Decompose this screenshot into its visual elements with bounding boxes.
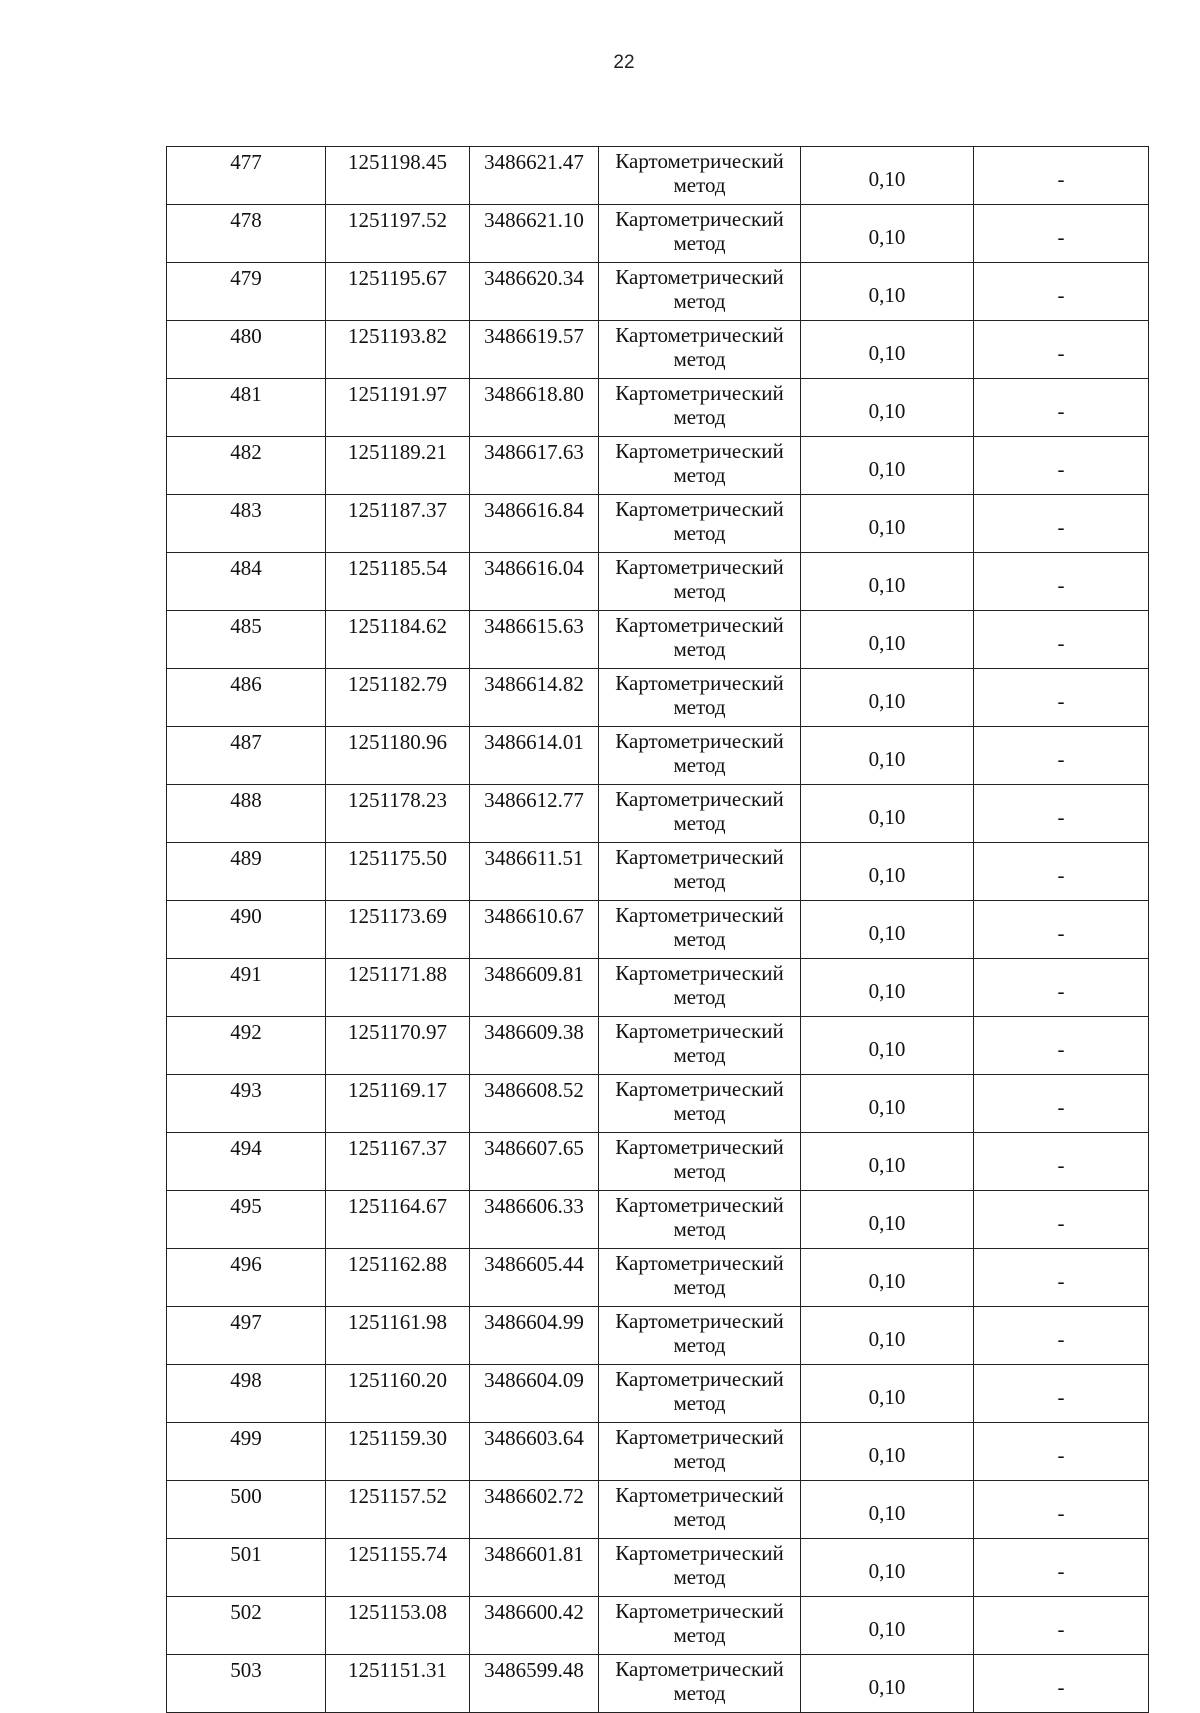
- point-number-cell: 492: [167, 1017, 326, 1075]
- accuracy-cell: 0,10: [801, 1191, 974, 1249]
- accuracy-cell: 0,10: [801, 1017, 974, 1075]
- table-row: [167, 1539, 1149, 1597]
- point-number-cell: 490: [167, 901, 326, 959]
- coordinate-y-cell: 3486616.84: [470, 495, 599, 553]
- note-cell: -: [974, 611, 1149, 669]
- coordinates-table-body: [167, 147, 1149, 1713]
- table-row: [167, 727, 1149, 785]
- accuracy-cell: 0,10: [801, 553, 974, 611]
- point-number-cell: 498: [167, 1365, 326, 1423]
- point-number-cell: 499: [167, 1423, 326, 1481]
- note-cell: -: [974, 785, 1149, 843]
- note-cell: -: [974, 205, 1149, 263]
- method-cell: Картометрический метод: [599, 1133, 801, 1191]
- method-cell: Картометрический метод: [599, 1365, 801, 1423]
- coordinate-x-cell: 1251197.52: [326, 205, 470, 263]
- method-cell: Картометрический метод: [599, 1017, 801, 1075]
- note-cell: -: [974, 437, 1149, 495]
- point-number-cell: 482: [167, 437, 326, 495]
- table-row: [167, 1597, 1149, 1655]
- point-number-cell: 501: [167, 1539, 326, 1597]
- note-cell: -: [974, 147, 1149, 205]
- method-cell: Картометрический метод: [599, 1249, 801, 1307]
- point-number-cell: 494: [167, 1133, 326, 1191]
- note-cell: -: [974, 1539, 1149, 1597]
- note-cell: -: [974, 1133, 1149, 1191]
- accuracy-cell: 0,10: [801, 1423, 974, 1481]
- accuracy-cell: 0,10: [801, 1249, 974, 1307]
- accuracy-cell: 0,10: [801, 1307, 974, 1365]
- point-number-cell: 489: [167, 843, 326, 901]
- coordinate-y-cell: 3486608.52: [470, 1075, 599, 1133]
- note-cell: -: [974, 1365, 1149, 1423]
- accuracy-cell: 0,10: [801, 785, 974, 843]
- coordinate-x-cell: 1251169.17: [326, 1075, 470, 1133]
- point-number-cell: 481: [167, 379, 326, 437]
- note-cell: -: [974, 1597, 1149, 1655]
- table-row: [167, 495, 1149, 553]
- coordinate-y-cell: 3486604.99: [470, 1307, 599, 1365]
- method-cell: Картометрический метод: [599, 379, 801, 437]
- method-cell: Картометрический метод: [599, 321, 801, 379]
- coordinate-y-cell: 3486612.77: [470, 785, 599, 843]
- method-cell: Картометрический метод: [599, 1655, 801, 1713]
- coordinate-y-cell: 3486602.72: [470, 1481, 599, 1539]
- method-cell: Картометрический метод: [599, 1423, 801, 1481]
- point-number-cell: 493: [167, 1075, 326, 1133]
- table-row: [167, 901, 1149, 959]
- table-row: [167, 379, 1149, 437]
- table-row: [167, 553, 1149, 611]
- coordinate-y-cell: 3486599.48: [470, 1655, 599, 1713]
- method-cell: Картометрический метод: [599, 205, 801, 263]
- method-cell: Картометрический метод: [599, 147, 801, 205]
- accuracy-cell: 0,10: [801, 205, 974, 263]
- note-cell: -: [974, 727, 1149, 785]
- point-number-cell: 503: [167, 1655, 326, 1713]
- note-cell: -: [974, 843, 1149, 901]
- coordinate-x-cell: 1251159.30: [326, 1423, 470, 1481]
- coordinate-x-cell: 1251153.08: [326, 1597, 470, 1655]
- note-cell: -: [974, 901, 1149, 959]
- accuracy-cell: 0,10: [801, 437, 974, 495]
- coordinate-x-cell: 1251160.20: [326, 1365, 470, 1423]
- table-row: [167, 1423, 1149, 1481]
- note-cell: -: [974, 1075, 1149, 1133]
- page-number: 22: [613, 52, 635, 73]
- table-row: [167, 263, 1149, 321]
- coordinate-x-cell: 1251155.74: [326, 1539, 470, 1597]
- coordinate-y-cell: 3486617.63: [470, 437, 599, 495]
- coordinate-y-cell: 3486609.38: [470, 1017, 599, 1075]
- note-cell: -: [974, 495, 1149, 553]
- method-cell: Картометрический метод: [599, 901, 801, 959]
- note-cell: -: [974, 553, 1149, 611]
- table-row: [167, 1191, 1149, 1249]
- coordinates-table: [166, 146, 1149, 1713]
- table-row: [167, 1249, 1149, 1307]
- point-number-cell: 488: [167, 785, 326, 843]
- note-cell: -: [974, 1423, 1149, 1481]
- accuracy-cell: 0,10: [801, 147, 974, 205]
- coordinate-y-cell: 3486601.81: [470, 1539, 599, 1597]
- coordinate-y-cell: 3486618.80: [470, 379, 599, 437]
- coordinate-x-cell: 1251178.23: [326, 785, 470, 843]
- table-row: [167, 437, 1149, 495]
- coordinate-y-cell: 3486621.10: [470, 205, 599, 263]
- coordinate-x-cell: 1251175.50: [326, 843, 470, 901]
- coordinate-y-cell: 3486600.42: [470, 1597, 599, 1655]
- coordinate-x-cell: 1251167.37: [326, 1133, 470, 1191]
- point-number-cell: 495: [167, 1191, 326, 1249]
- method-cell: Картометрический метод: [599, 1307, 801, 1365]
- method-cell: Картометрический метод: [599, 263, 801, 321]
- point-number-cell: 497: [167, 1307, 326, 1365]
- table-row: [167, 611, 1149, 669]
- coordinate-x-cell: 1251162.88: [326, 1249, 470, 1307]
- coordinate-x-cell: 1251161.98: [326, 1307, 470, 1365]
- note-cell: -: [974, 1481, 1149, 1539]
- note-cell: -: [974, 1307, 1149, 1365]
- coordinate-x-cell: 1251193.82: [326, 321, 470, 379]
- coordinate-x-cell: 1251195.67: [326, 263, 470, 321]
- method-cell: Картометрический метод: [599, 959, 801, 1017]
- coordinate-y-cell: 3486615.63: [470, 611, 599, 669]
- point-number-cell: 477: [167, 147, 326, 205]
- coordinate-y-cell: 3486619.57: [470, 321, 599, 379]
- table-row: [167, 669, 1149, 727]
- point-number-cell: 485: [167, 611, 326, 669]
- point-number-cell: 496: [167, 1249, 326, 1307]
- method-cell: Картометрический метод: [599, 1597, 801, 1655]
- note-cell: -: [974, 959, 1149, 1017]
- coordinate-x-cell: 1251198.45: [326, 147, 470, 205]
- point-number-cell: 480: [167, 321, 326, 379]
- method-cell: Картометрический метод: [599, 611, 801, 669]
- table-row: [167, 205, 1149, 263]
- note-cell: -: [974, 263, 1149, 321]
- table-row: [167, 1307, 1149, 1365]
- coordinate-x-cell: 1251184.62: [326, 611, 470, 669]
- method-cell: Картометрический метод: [599, 727, 801, 785]
- table-row: [167, 1133, 1149, 1191]
- accuracy-cell: 0,10: [801, 263, 974, 321]
- method-cell: Картометрический метод: [599, 669, 801, 727]
- table-row: [167, 1365, 1149, 1423]
- table-row: [167, 1655, 1149, 1713]
- accuracy-cell: 0,10: [801, 959, 974, 1017]
- accuracy-cell: 0,10: [801, 1365, 974, 1423]
- coordinate-y-cell: 3486620.34: [470, 263, 599, 321]
- coordinate-y-cell: 3486616.04: [470, 553, 599, 611]
- coordinate-x-cell: 1251157.52: [326, 1481, 470, 1539]
- method-cell: Картометрический метод: [599, 785, 801, 843]
- coordinate-x-cell: 1251151.31: [326, 1655, 470, 1713]
- table-row: [167, 321, 1149, 379]
- accuracy-cell: 0,10: [801, 1597, 974, 1655]
- coordinate-x-cell: 1251187.37: [326, 495, 470, 553]
- accuracy-cell: 0,10: [801, 1539, 974, 1597]
- coordinate-x-cell: 1251182.79: [326, 669, 470, 727]
- accuracy-cell: 0,10: [801, 843, 974, 901]
- table-row: [167, 959, 1149, 1017]
- coordinate-y-cell: 3486614.82: [470, 669, 599, 727]
- method-cell: Картометрический метод: [599, 437, 801, 495]
- table-row: [167, 785, 1149, 843]
- coordinate-x-cell: 1251173.69: [326, 901, 470, 959]
- accuracy-cell: 0,10: [801, 1133, 974, 1191]
- note-cell: -: [974, 1249, 1149, 1307]
- coordinate-y-cell: 3486603.64: [470, 1423, 599, 1481]
- coordinate-y-cell: 3486621.47: [470, 147, 599, 205]
- point-number-cell: 502: [167, 1597, 326, 1655]
- table-row: [167, 1017, 1149, 1075]
- accuracy-cell: 0,10: [801, 1655, 974, 1713]
- point-number-cell: 479: [167, 263, 326, 321]
- coordinate-y-cell: 3486614.01: [470, 727, 599, 785]
- coordinate-y-cell: 3486604.09: [470, 1365, 599, 1423]
- point-number-cell: 478: [167, 205, 326, 263]
- accuracy-cell: 0,10: [801, 1481, 974, 1539]
- point-number-cell: 487: [167, 727, 326, 785]
- coordinate-x-cell: 1251164.67: [326, 1191, 470, 1249]
- method-cell: Картометрический метод: [599, 1481, 801, 1539]
- coordinate-x-cell: 1251189.21: [326, 437, 470, 495]
- method-cell: Картометрический метод: [599, 553, 801, 611]
- coordinate-y-cell: 3486611.51: [470, 843, 599, 901]
- coordinate-y-cell: 3486606.33: [470, 1191, 599, 1249]
- coordinate-x-cell: 1251180.96: [326, 727, 470, 785]
- note-cell: -: [974, 669, 1149, 727]
- table-row: [167, 1481, 1149, 1539]
- accuracy-cell: 0,10: [801, 321, 974, 379]
- table-row: [167, 1075, 1149, 1133]
- accuracy-cell: 0,10: [801, 611, 974, 669]
- table-row: [167, 147, 1149, 205]
- coordinate-y-cell: 3486605.44: [470, 1249, 599, 1307]
- point-number-cell: 491: [167, 959, 326, 1017]
- point-number-cell: 483: [167, 495, 326, 553]
- method-cell: Картометрический метод: [599, 843, 801, 901]
- coordinate-x-cell: 1251171.88: [326, 959, 470, 1017]
- accuracy-cell: 0,10: [801, 1075, 974, 1133]
- method-cell: Картометрический метод: [599, 1191, 801, 1249]
- note-cell: -: [974, 379, 1149, 437]
- accuracy-cell: 0,10: [801, 901, 974, 959]
- coordinate-x-cell: 1251185.54: [326, 553, 470, 611]
- accuracy-cell: 0,10: [801, 669, 974, 727]
- point-number-cell: 486: [167, 669, 326, 727]
- coordinate-y-cell: 3486609.81: [470, 959, 599, 1017]
- method-cell: Картометрический метод: [599, 1075, 801, 1133]
- note-cell: -: [974, 1191, 1149, 1249]
- accuracy-cell: 0,10: [801, 727, 974, 785]
- note-cell: -: [974, 1017, 1149, 1075]
- note-cell: -: [974, 1655, 1149, 1713]
- coordinate-y-cell: 3486610.67: [470, 901, 599, 959]
- table-row: [167, 843, 1149, 901]
- point-number-cell: 484: [167, 553, 326, 611]
- method-cell: Картометрический метод: [599, 495, 801, 553]
- coordinate-y-cell: 3486607.65: [470, 1133, 599, 1191]
- accuracy-cell: 0,10: [801, 379, 974, 437]
- coordinate-x-cell: 1251170.97: [326, 1017, 470, 1075]
- accuracy-cell: 0,10: [801, 495, 974, 553]
- method-cell: Картометрический метод: [599, 1539, 801, 1597]
- note-cell: -: [974, 321, 1149, 379]
- point-number-cell: 500: [167, 1481, 326, 1539]
- coordinate-x-cell: 1251191.97: [326, 379, 470, 437]
